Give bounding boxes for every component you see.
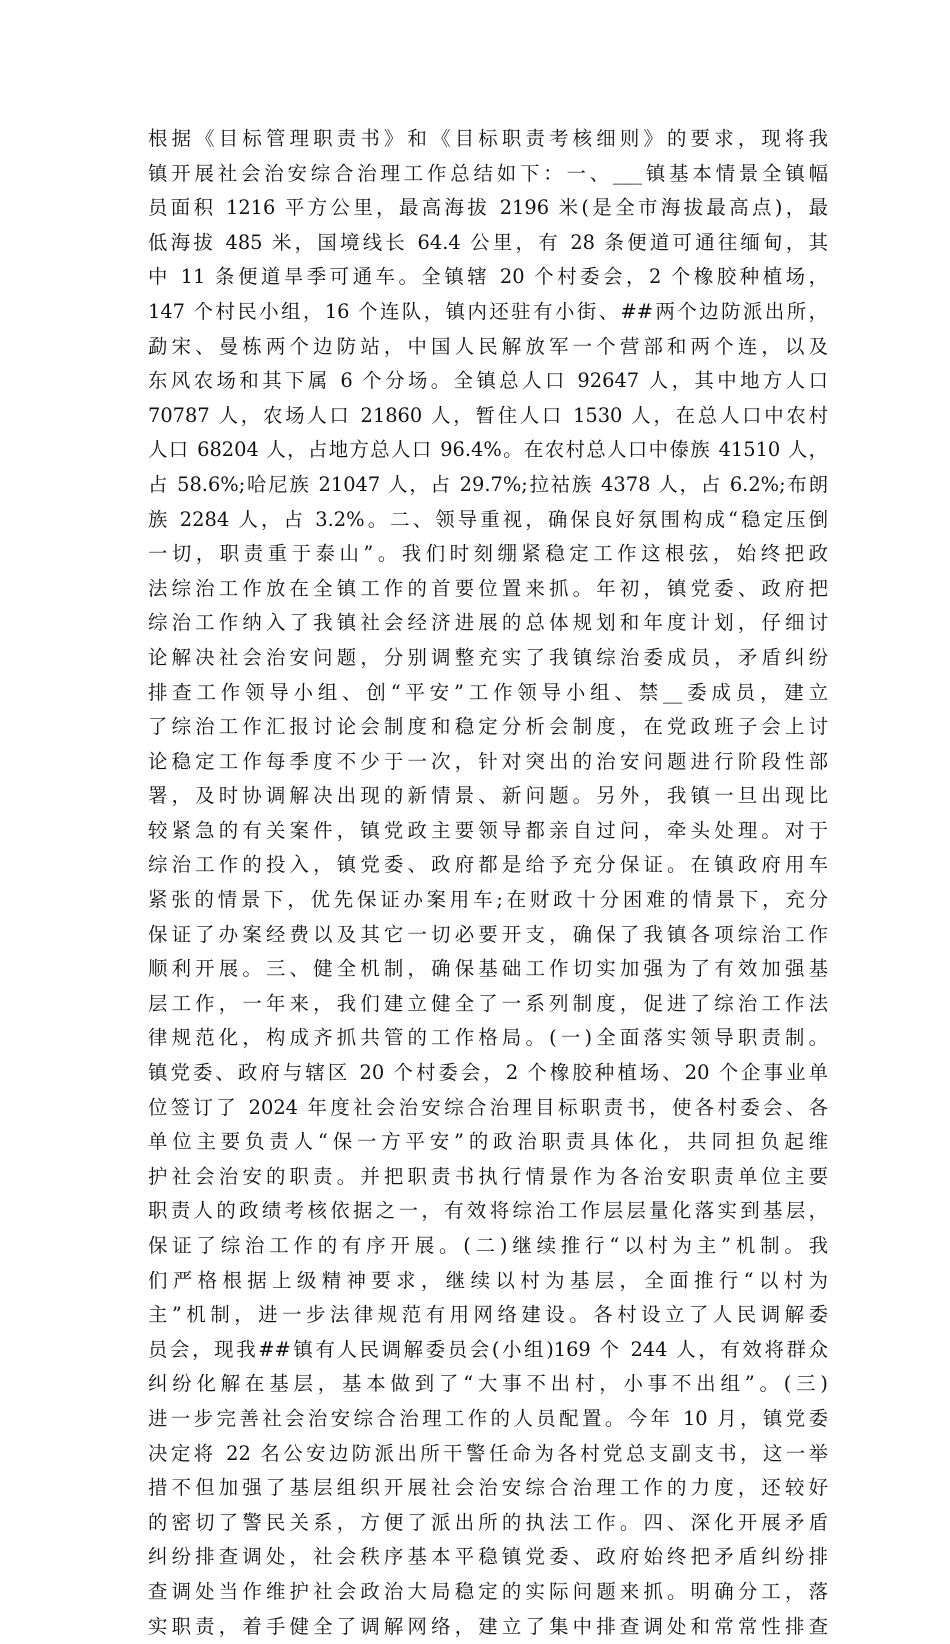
- text-line: 职责人的政绩考核依据之一，有效将综治工作层层量化落实到基层，: [148, 1199, 828, 1223]
- text-line: 东风农场和其下属 6 个分场。全镇总人口 92647 人，其中地方人口: [148, 369, 828, 393]
- text-line: 们严格根据上级精神要求，继续以村为基层，全面推行“以村为: [148, 1268, 828, 1292]
- text-line: 镇开展社会治安综合治理工作总结如下：一、___镇基本情景全镇幅: [148, 161, 828, 185]
- text-line: 进一步完善社会治安综合治理工作的人员配置。今年 10 月，镇党委: [148, 1406, 828, 1430]
- text-line: 了综治工作汇报讨论会制度和稳定分析会制度，在党政班子会上讨: [148, 715, 828, 739]
- text-line: 综治工作纳入了我镇社会经济进展的总体规划和年度计划，仔细讨: [148, 611, 828, 635]
- text-line: 措不但加强了基层组织开展社会治安综合治理工作的力度，还较好: [148, 1476, 828, 1500]
- text-line: 排查工作领导小组、创“平安”工作领导小组、禁__委成员，建立: [148, 680, 828, 704]
- text-line: 族 2284 人，占 3.2%。二、领导重视，确保良好氛围构成“稳定压倒: [148, 507, 828, 531]
- text-line: 较紧急的有关案件，镇党政主要领导都亲自过问，牵头处理。对于: [148, 818, 828, 842]
- text-line: 位签订了 2024 年度社会治安综合治理目标职责书，使各村委会、各: [148, 1095, 828, 1119]
- text-line: 护社会治安的职责。并把职责书执行情景作为各治安职责单位主要: [148, 1164, 828, 1188]
- text-line: 纠纷化解在基层，基本做到了“大事不出村，小事不出组”。(三): [148, 1372, 828, 1396]
- text-line: 主”机制，进一步法律规范有用网络建设。各村设立了人民调解委: [148, 1303, 828, 1327]
- text-line: 层工作，一年来，我们建立健全了一系列制度，促进了综治工作法: [148, 991, 828, 1015]
- text-line: 论稳定工作每季度不少于一次，针对突出的治安问题进行阶段性部: [148, 749, 828, 773]
- text-line: 的密切了警民关系，方便了派出所的执法工作。四、深化开展矛盾: [148, 1510, 828, 1534]
- text-line: 一切，职责重于泰山”。我们时刻绷紧稳定工作这根弦，始终把政: [148, 542, 828, 566]
- text-line: 实职责，着手健全了调解网络，建立了集中排查调处和常常性排查: [148, 1614, 828, 1638]
- text-line: 147 个村民小组，16 个连队，镇内还驻有小街、##两个边防派出所，: [148, 299, 828, 323]
- text-line: 纠纷排查调处，社会秩序基本平稳镇党委、政府始终把矛盾纠纷排: [148, 1545, 828, 1569]
- text-line: 人口 68204 人，占地方总人口 96.4%。在农村总人口中傣族 41510 人，: [148, 438, 828, 462]
- text-line: 律规范化，构成齐抓共管的工作格局。(一)全面落实领导职责制。: [148, 1026, 828, 1050]
- text-line: 论解决社会治安问题，分别调整充实了我镇综治委成员，矛盾纠纷: [148, 645, 828, 669]
- text-line: 镇党委、政府与辖区 20 个村委会，2 个橡胶种植场、20 个企事业单: [148, 1061, 828, 1085]
- text-line: 紧张的情景下，优先保证办案用车;在财政十分困难的情景下，充分: [148, 888, 828, 912]
- text-line: 保证了办案经费以及其它一切必要开支，确保了我镇各项综治工作: [148, 922, 828, 946]
- text-line: 勐宋、曼栋两个边防站，中国人民解放军一个营部和两个连，以及: [148, 334, 828, 358]
- text-line: 70787 人，农场人口 21860 人，暂住人口 1530 人，在总人口中农村: [148, 403, 828, 427]
- text-line: 员会，现我##镇有人民调解委员会(小组)169 个 244 人，有效将群众: [148, 1337, 828, 1361]
- text-line: 保证了综治工作的有序开展。(二)继续推行“以村为主”机制。我: [148, 1234, 828, 1257]
- text-line: 综治工作的投入，镇党委、政府都是给予充分保证。在镇政府用车: [148, 853, 828, 877]
- text-line: 顺利开展。三、健全机制，确保基础工作切实加强为了有效加强基: [148, 957, 828, 981]
- text-line: 占 58.6%;哈尼族 21047 人，占 29.7%;拉祜族 4378 人，占 6.2%;布朗: [148, 472, 828, 496]
- text-line: 决定将 22 名公安边防派出所干警任命为各村党总支副支书，这一举: [148, 1441, 828, 1465]
- text-line: 单位主要负责人“保一方平安”的政治职责具体化，共同担负起维: [148, 1130, 828, 1154]
- text-line: 中 11 条便道旱季可通车。全镇辖 20 个村委会，2 个橡胶种植场，: [148, 265, 828, 289]
- text-line: 低海拔 485 米，国境线长 64.4 公里，有 28 条便道可通往缅甸，其: [148, 230, 828, 254]
- body-text: [148, 122, 828, 1644]
- text-line: 根据《目标管理职责书》和《目标职责考核细则》的要求，现将我: [148, 127, 828, 150]
- text-line: 查调处当作维护社会政治大局稳定的实际问题来抓。明确分工，落: [148, 1579, 828, 1603]
- text-line: 员面积 1216 平方公里，最高海拔 2196 米(是全市海拔最高点)，最: [148, 196, 828, 220]
- text-line: 署，及时协调解决出现的新情景、新问题。另外，我镇一旦出现比: [148, 784, 828, 808]
- text-line: 法综治工作放在全镇工作的首要位置来抓。年初，镇党委、政府把: [148, 576, 828, 600]
